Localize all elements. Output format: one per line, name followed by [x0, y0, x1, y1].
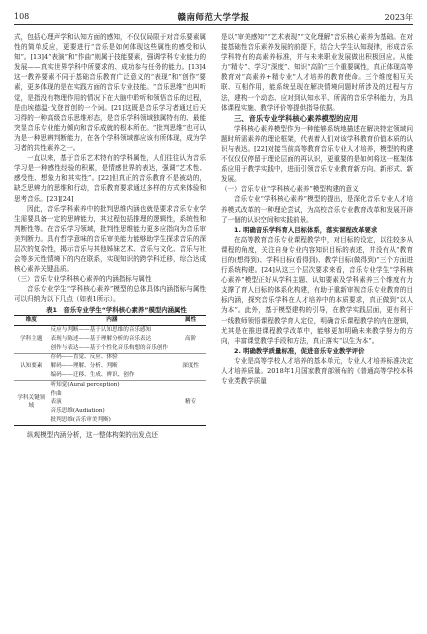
body-paragraph: 音乐专业“学科核心素养”模型的提出，是深化音乐专业人才培养模式改革的一种理论尝试，为高校音乐专业教育改革和发展开辟了一個的认识空间和实践前景。	[221, 195, 413, 224]
body-paragraph: 一直以来，基于音乐艺术特有的学科属性，人们往往认为音乐学习是一种感性经验的积累，是情感世界的表达，强调“艺术性、感受性、想象力和其实性”。[22]但真正的音乐教育不是被动的，缺乏思辨力的思维和行动，音乐教育要求通过多样的方式来体验和思考音乐。[23][24]	[14, 154, 206, 203]
table-cell: 听知觉(Aural perception)	[49, 381, 176, 390]
header-year: 2023年	[384, 13, 413, 22]
table-row	[14, 326, 206, 335]
table-cell-attribute: 精专	[175, 381, 206, 426]
table-header-attribute: 属性	[175, 315, 206, 326]
body-paragraph: 是以“审美感知”“艺术表现”“文化理解”音乐核心素养为基础。在对接基础性音乐素养发展的前提下，结合大学生认知现律，形成音乐学科特有的高素养标准，并与未来职业发展做出积极回应。从能力“精专”、学习“深度”、知识“高阶”三个重要属性，真正体现高等教育对“高素养+精专业”人才培养的教育使命。三个维度相互关联、互相作用，能系统呈现在解决情境问题时所涉及的过程与方法，建构一个动态、应对到认知水平、所需的音乐学科能力，为具体课程实施、教学评价等提供指导依据。	[221, 33, 413, 112]
table-cell: 音乐思维(Audiation)	[50, 408, 105, 415]
body-paragraph: 在高等教育音乐专业课程教学中，对目标的设定，以往较多从课程的角度，关注自身专业内容知识目标的表述，并没有从“教育目的(想得到)、学科目标(看得到)、教学目标(做得到)”三个方面进行系统构建。[24]从这三个层次要求来看，音乐专业学生“学科核心素养”模型正好从学科主题、认知要素及学科素养三个维度有力支撑了育人目标的体系化构建，有助于重新审视音乐专业教育的目标内涵，探究音乐学科在人才培养中的本质要求，真正做到“以人为本”。此外，基于模型建构的引导，在教学实践层面，更有利于一线教师领悟课程教学育人定位，明确音乐课程教学的内在逻辑，尤其是在推进课程教学改革中，能够更加明确未来教学努力的方向，丰富课堂教学手段和方法，真正落实“以生为本”。	[221, 235, 413, 345]
subsection-heading: （一）音乐专业“学科核心素养”模型构建的意义	[221, 185, 359, 194]
table-cell-attribute: 深度性	[175, 353, 206, 380]
right-column	[221, 32, 413, 386]
table-cell: 作曲	[50, 390, 62, 397]
journal-name: 赣南师范大学学报	[177, 13, 250, 23]
table-cell: 表现与陈述——基于理解分析的音乐表达	[50, 335, 152, 342]
left-column	[14, 32, 206, 440]
point-heading: 2. 明确教学质量标准，促进音乐专业教学评价	[234, 346, 365, 355]
model-table	[14, 315, 206, 427]
page-number: 108	[14, 12, 30, 21]
body-paragraph: 因此，音乐学科素养中的批判思维内涵也就是要求音乐专业学生需要具备一定的思辨能力，其过程包括推理的逻辑性，系统性和判断性等。在音乐学习领域，批判性思维能力更多应指向为音乐审美判断力。具有哲学意味的音乐审美能力能够助学生探求音乐的深层次的复杂性，揭示音乐与其他姊妹艺术、音乐与文化、音乐与社会等多元性情境下的内在联系，实现知识的跨学科迁移，综合达成核心素养关键品质。	[14, 204, 206, 274]
running-header	[14, 10, 413, 25]
table-row	[14, 381, 206, 390]
table-cell-dimension: 学科关键领域	[14, 381, 49, 426]
table-cell: 反应与判断——基于认知思维的音乐感知	[50, 326, 152, 333]
point-heading: 1. 明确音乐学科育人目标体系，落实课程改革要求	[234, 225, 378, 234]
table-cell: 解码——理解、分析、判断	[50, 363, 118, 370]
table-row	[14, 353, 206, 362]
body-paragraph: 纵观模型内涵分析，这一整体构架的出发点还	[27, 431, 158, 440]
section-heading: 三、音乐专业学科核心素养模型的应用	[234, 113, 359, 123]
table-cell: 表演	[50, 399, 62, 406]
body-paragraph: 学科核心素养模型作为一种能够系统地描述在解决特定领域问题时所需素养的理论框架，代表着人们对该学科教育价值本质的认识与表达。[22]对接当前高等教育音乐专业人才培养，模型的构建不仅仅仅停留于理论层面的再认识，更重要的是如何将这一框架体系应用于教学实践中，进而引领音乐专业教育新方向、新形式、新发展。	[221, 124, 413, 184]
table-cell: 编码——迁移、生成、辨识、创作	[50, 371, 135, 378]
body-paragraph: 专业是高等学校人才培养的基本单元，专业人才培养标准决定人才培养质量。2018年1月国家教育部颁布的《普通高等学校本科专业类教学质量	[221, 356, 413, 386]
table-caption: 表1 音乐专业学生“学科核心素养”模型内涵属性	[46, 305, 187, 314]
table-cell-dimension: 学科主题	[20, 335, 43, 342]
subsection-heading: （三）音乐专业学科核心素养的内涵指标与属性	[14, 275, 152, 284]
body-paragraph: 式，包括心理声学和认知方面的感知，不仅仅局限于对音乐要素属性的简单反应，更要进行“音乐是如何体现这些属性的感受和认知”。[13]4“表演”和“作曲”则属于技能要素，强调学科专业能力的发展——真实世界学科中所要求的、成功参与任务的能力。[13]4这一教养要素不同于基础音乐教育广泛意义的“表现”和“创作”要素，更多体现的是在实践方面的音乐专业技能。“音乐思维”也叫听觉，是指没有物理作用的情况下在大脑中聆听和领悟音乐的过程，是由埃德温·戈登首创的一个词。[21]这既是音乐学习者通过后天习得的一种高级音乐思维形态，是音乐学科领域独属特有的、最能突显音乐专业能力倾向和音乐成就的根本所在。“批判思维”也可认为是一种思辨判断能力，在各个学科领域都应该有所体现，成为学习者的共性素养之一。	[14, 33, 206, 153]
table-cell: 批判思维(音乐审美判断)	[50, 416, 111, 423]
table-header-content: 内涵	[49, 315, 176, 326]
table-header-dimension: 维度	[14, 315, 49, 326]
table-cell: 创作与表达——基于个性化音乐构想的音乐创作	[50, 344, 169, 351]
body-paragraph: 音乐专业学生“学科核心素养”模型的总体具体内涵指标与属性可以归纳为以下几点（如表1所示）。	[14, 285, 206, 304]
table-cell-dimension: 认知要素	[14, 353, 49, 380]
table-cell-attribute: 高阶	[185, 335, 197, 342]
table-cell: 存码——直觉、反应、体验	[49, 353, 176, 362]
